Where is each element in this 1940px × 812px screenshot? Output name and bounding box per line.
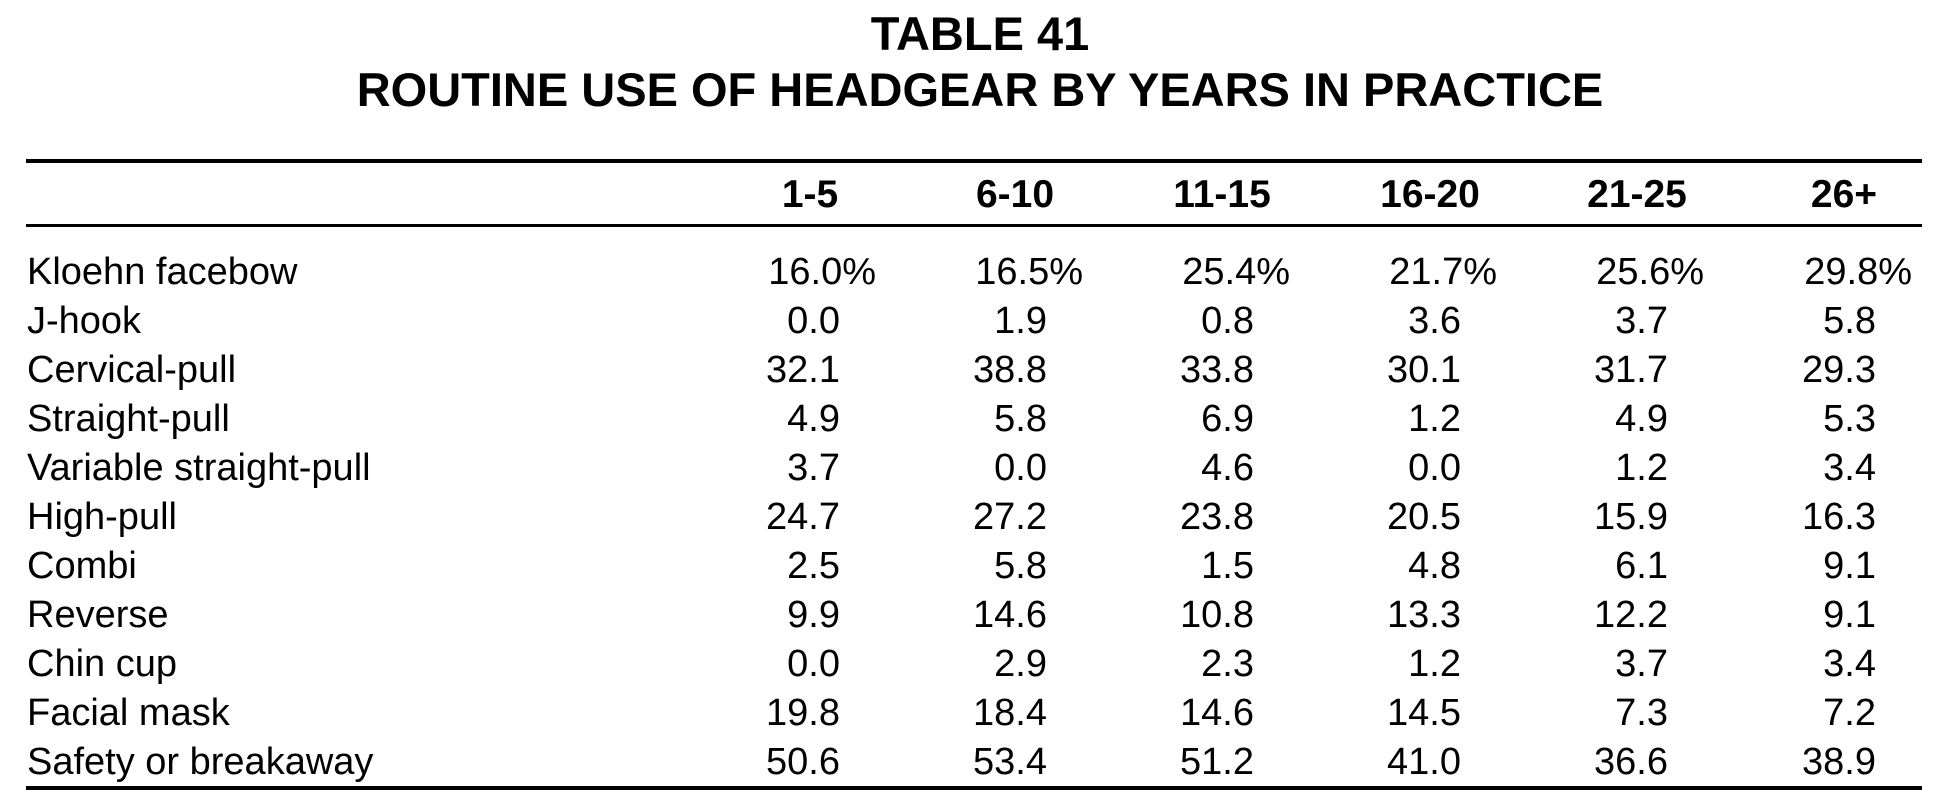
table-cell: 2.9 [994,643,1047,685]
table-row [0,640,1940,689]
table-row [0,738,1940,787]
column-header: 6-10 [975,173,1055,216]
table-cell: 2.3 [1201,643,1254,685]
table-cell: 6.1 [1615,545,1668,587]
bottom-rule [26,786,1922,790]
table-cell: 16.0% [768,251,876,293]
table-cell: 0.8 [1201,300,1254,342]
table-cell: 24.7 [766,496,840,538]
table-cell: 18.4 [973,692,1047,734]
table-cell: 4.9 [1615,398,1668,440]
table-cell: 14.6 [973,594,1047,636]
table-cell: 33.8 [1180,349,1254,391]
table-cell: 31.7 [1594,349,1668,391]
table-cell: 5.3 [1823,398,1876,440]
table-row [0,297,1940,346]
table-cell: 3.6 [1408,300,1461,342]
row-label: Combi [27,545,137,587]
table-cell: 3.4 [1823,447,1876,489]
table-cell: 14.6 [1180,692,1254,734]
table-cell: 12.2 [1594,594,1668,636]
column-header-row [0,170,1940,220]
table-row [0,689,1940,738]
row-label: Variable straight-pull [27,447,371,489]
table-row [0,542,1940,591]
table-row [0,346,1940,395]
table-cell: 0.0 [787,643,840,685]
row-label: High-pull [27,496,177,538]
table-cell: 19.8 [766,692,840,734]
table-cell: 0.0 [994,447,1047,489]
table-cell: 4.6 [1201,447,1254,489]
column-header: 16-20 [1380,173,1480,216]
top-rule [26,159,1922,163]
table-cell: 7.2 [1823,692,1876,734]
table-cell: 0.0 [787,300,840,342]
table-cell: 4.8 [1408,545,1461,587]
table-cell: 5.8 [994,545,1047,587]
column-header: 26+ [1810,173,1878,216]
table-cell: 53.4 [973,741,1047,783]
column-header: 11-15 [1173,173,1271,216]
table-cell: 36.6 [1594,741,1668,783]
table-body [0,248,1940,787]
table-cell: 1.2 [1408,398,1461,440]
table-cell: 1.9 [994,300,1047,342]
table-row [0,591,1940,640]
table-cell: 16.5% [975,251,1083,293]
table-cell: 4.9 [787,398,840,440]
table-cell: 9.1 [1823,545,1876,587]
table-cell: 20.5 [1387,496,1461,538]
table-cell: 51.2 [1180,741,1254,783]
table-cell: 15.9 [1594,496,1668,538]
row-label: J-hook [27,300,142,342]
table-caption: ROUTINE USE OF HEADGEAR BY YEARS IN PRACTICE [356,63,1604,116]
row-label: Safety or breakaway [27,741,374,783]
table-cell: 0.0 [1408,447,1461,489]
table-title [0,6,1940,118]
table-row [0,493,1940,542]
row-label: Reverse [27,594,169,636]
table-cell: 38.9 [1802,741,1876,783]
table-cell: 50.6 [766,741,840,783]
table-cell: 3.7 [1615,300,1668,342]
table-row [0,248,1940,297]
table-cell: 25.4% [1182,251,1290,293]
header-rule [26,224,1922,227]
table-cell: 7.3 [1615,692,1668,734]
table-cell: 21.7% [1389,251,1497,293]
table-cell: 27.2 [973,496,1047,538]
row-label: Cervical-pull [27,349,237,391]
table-cell: 3.7 [1615,643,1668,685]
table-cell: 3.4 [1823,643,1876,685]
table-cell: 9.9 [787,594,840,636]
table-cell: 2.5 [787,545,840,587]
table-cell: 9.1 [1823,594,1876,636]
table-cell: 1.5 [1201,545,1254,587]
table-cell: 5.8 [994,398,1047,440]
table-cell: 16.3 [1802,496,1876,538]
table-cell: 23.8 [1180,496,1254,538]
table-cell: 10.8 [1180,594,1254,636]
table-cell: 30.1 [1387,349,1461,391]
table-number: TABLE 41 [870,7,1090,60]
column-header: 21-25 [1587,173,1687,216]
table-row [0,444,1940,493]
row-label: Straight-pull [27,398,230,440]
row-label: Facial mask [27,692,230,734]
table-cell: 6.9 [1201,398,1254,440]
table-cell: 29.3 [1802,349,1876,391]
table-cell: 3.7 [787,447,840,489]
table-cell: 13.3 [1387,594,1461,636]
table-cell: 5.8 [1823,300,1876,342]
row-label: Chin cup [27,643,177,685]
table-row [0,395,1940,444]
table-cell: 41.0 [1387,741,1461,783]
table-cell: 1.2 [1615,447,1668,489]
table-cell: 38.8 [973,349,1047,391]
row-label: Kloehn facebow [27,251,298,293]
table-cell: 14.5 [1387,692,1461,734]
table-cell: 32.1 [766,349,840,391]
column-header: 1-5 [781,173,839,216]
table-cell: 29.8% [1804,251,1912,293]
table-cell: 1.2 [1408,643,1461,685]
table-cell: 25.6% [1596,251,1704,293]
